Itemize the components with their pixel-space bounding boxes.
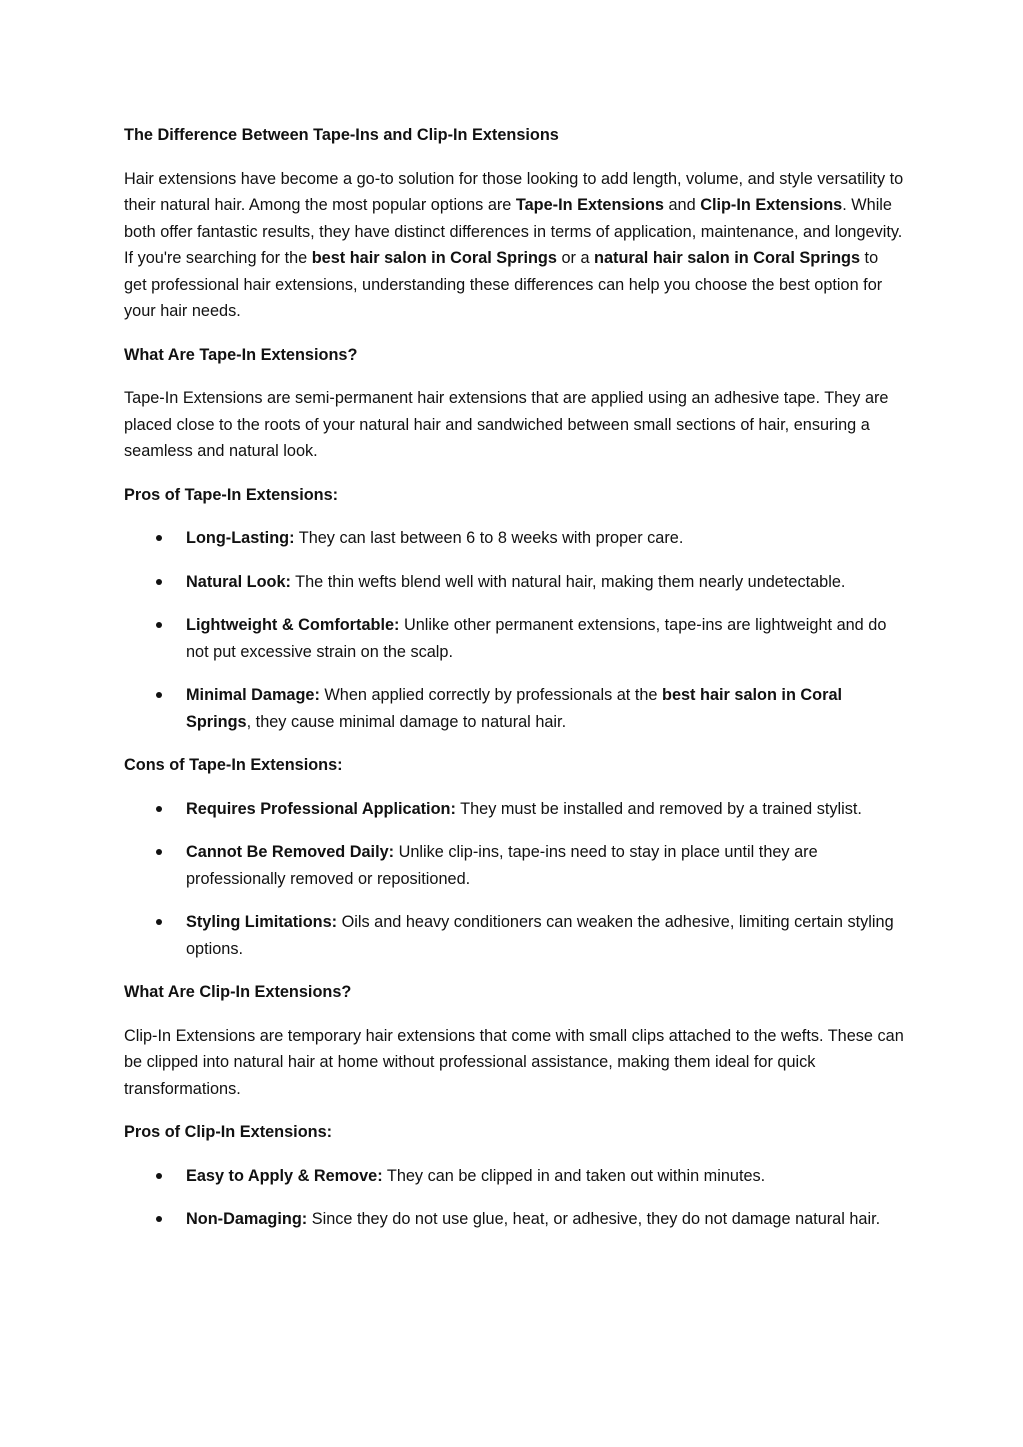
intro-text-5: to get professional hair extensions, understanding these differences can help you choose the best option for your hair needs. <box>124 249 883 320</box>
list-item-label: Non-Damaging: <box>186 1210 308 1228</box>
intro-bold-tape-in: Tape-In Extensions <box>515 196 664 214</box>
list-item-text: When applied correctly by professionals at the <box>319 686 662 704</box>
bullet-icon <box>156 692 162 698</box>
list-item-text: They can last between 6 to 8 weeks with proper care. <box>294 529 684 547</box>
bullet-icon <box>156 849 162 855</box>
document-page <box>124 122 904 1250</box>
list-item-label: Lightweight & Comfortable: <box>186 616 400 634</box>
list-item-text: Oils and heavy conditioners can weaken the adhesive, limiting certain styling options. <box>186 913 894 958</box>
bullet-icon <box>156 1216 162 1222</box>
bullet-icon <box>156 919 162 925</box>
list-item <box>124 1163 904 1190</box>
list-item-text-end: , they cause minimal damage to natural hair. <box>246 712 567 731</box>
list-item-label: Long-Lasting: <box>186 529 295 547</box>
list-item-text: Since they do not use glue, heat, or adhesive, they do not damage natural hair. <box>307 1210 881 1228</box>
intro-text-3: . While both offer fantastic results, they have distinct differences in terms of application, maintenance, and longevity. If you're searching for the <box>124 196 903 267</box>
tape-in-pros-list <box>124 525 904 735</box>
list-item-label: Easy to Apply & Remove: <box>186 1166 383 1185</box>
intro-text-2: and <box>663 196 701 214</box>
list-item <box>124 796 904 823</box>
list-item-label: Styling Limitations: <box>186 913 338 931</box>
bullet-icon <box>156 622 162 628</box>
clip-in-pros-heading: Pros of Clip-In Extensions: <box>124 1123 333 1141</box>
bullet-icon <box>156 806 162 812</box>
list-item-text: Unlike clip-ins, tape-ins need to stay in place until they are professionally removed or repositioned. <box>186 843 818 888</box>
list-item-label: Requires Professional Application: <box>186 799 456 818</box>
bullet-icon <box>156 1173 162 1179</box>
clip-in-description: Clip-In Extensions are temporary hair extensions that come with small clips attached to the wefts. These can be clipped into natural hair at home without professional assistance, making them ideal for quick transformations. <box>124 1026 904 1098</box>
list-item <box>124 682 904 735</box>
list-item <box>124 525 904 552</box>
tape-in-heading: What Are Tape-In Extensions? <box>124 345 358 364</box>
bullet-icon <box>156 579 162 585</box>
list-item-text: They must be installed and removed by a trained stylist. <box>455 799 862 818</box>
list-item-text: The thin wefts blend well with natural hair, making them nearly undetectable. <box>290 572 846 591</box>
tape-in-cons-heading: Cons of Tape-In Extensions: <box>124 756 343 774</box>
intro-bold-best-salon: best hair salon in Coral Springs <box>311 249 557 267</box>
tape-in-description: Tape-In Extensions are semi-permanent hair extensions that are applied using an adhesive tape. They are placed close to the roots of your natural hair and sandwiched between small sections of hair, ensuring a seamless and natural look. <box>124 389 889 460</box>
list-item <box>124 569 904 596</box>
intro-text-4: or a <box>556 249 595 267</box>
list-item <box>124 839 904 892</box>
list-item <box>124 612 904 665</box>
clip-in-pros-list <box>124 1163 904 1233</box>
list-item-text: They can be clipped in and taken out within minutes. <box>382 1166 766 1185</box>
list-item-label: Natural Look: <box>186 572 291 591</box>
list-item <box>124 909 904 962</box>
list-item-text: Unlike other permanent extensions, tape-ins are lightweight and do not put excessive strain on the scalp. <box>186 616 887 661</box>
intro-text-1: Hair extensions have become a go-to solution for those looking to add length, volume, and style versatility to their natural hair. Among the most popular options are <box>124 169 904 214</box>
list-item-bold-best-salon: best hair salon in Coral Springs <box>186 686 843 731</box>
intro-bold-natural-salon: natural hair salon in Coral Springs <box>594 249 861 267</box>
bullet-icon <box>156 535 162 541</box>
list-item-label: Minimal Damage: <box>186 686 320 704</box>
document-title: The Difference Between Tape-Ins and Clip-In Extensions <box>124 126 559 144</box>
intro-bold-clip-in: Clip-In Extensions <box>700 196 843 214</box>
tape-in-cons-list <box>124 796 904 963</box>
list-item <box>124 1206 904 1233</box>
list-item-label: Cannot Be Removed Daily: <box>186 843 395 861</box>
tape-in-pros-heading: Pros of Tape-In Extensions: <box>124 485 339 504</box>
intro-paragraph <box>124 166 904 325</box>
clip-in-heading: What Are Clip-In Extensions? <box>124 983 352 1001</box>
